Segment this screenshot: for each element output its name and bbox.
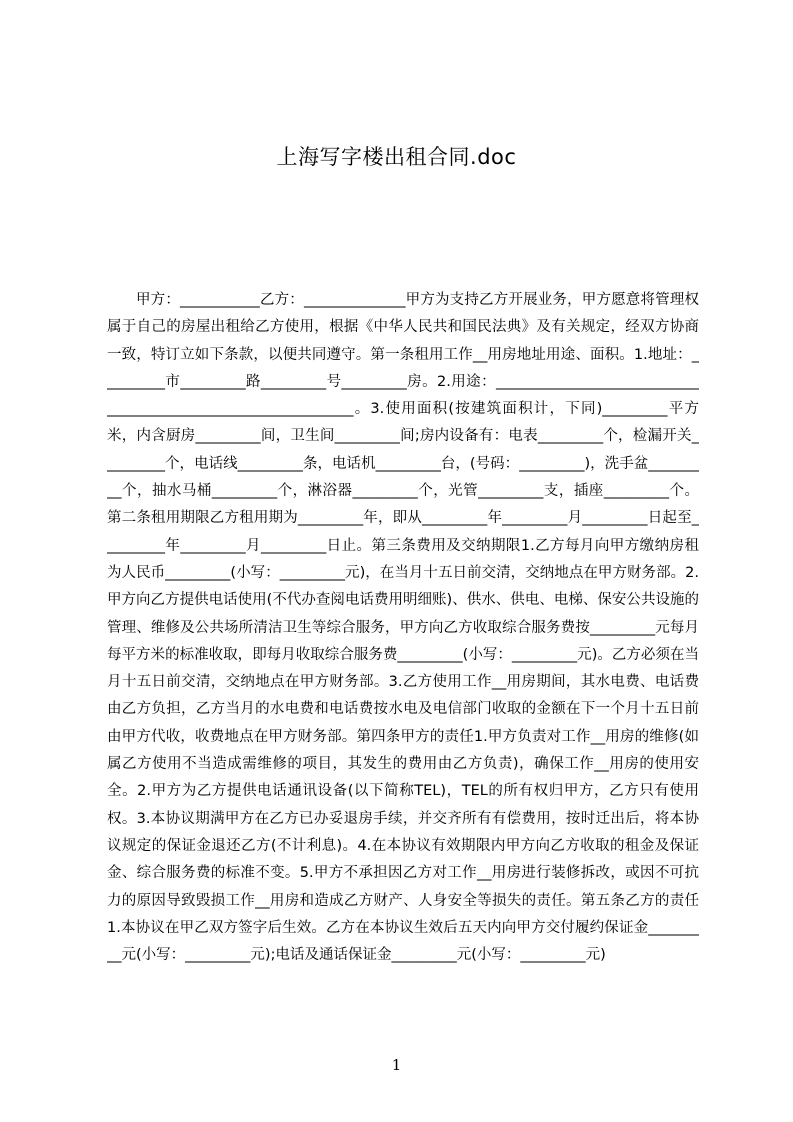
page-title: 上海写字楼出租合同.doc (276, 145, 517, 169)
contract-body-text: 甲方：___________乙方：______________甲方为支持乙方开展业务，甲方愿意将管理权属于自己的房屋出租给乙方使用，根据《中华人民共和国民法典》及有关规定，经双方协商一致，特订立如下条款，以便共同遵守。第一条租用工作__用房地址用途、面积。1.地址：_________市_________路_________号_________房。2.用途：______________________________________________________________。3.使用面积(按建筑面积计，下同)_________平方米，内含厨房_________间，卫生间_________间;房内设备有：电表_________个，检漏开关_________个，电话线_________条，电话机_________台，(号码：_________)，洗手盆_________个，抽水马桶_________个，淋浴器_________个，光管_________支，插座_________个。第二条租用期限乙方租用期为_________年，即从_________年_________月_________日起至_________年_________月_________日止。第三条费用及交纳期限1.乙方每月向甲方缴纳房租为人民币_________(小写：_________元)，在当月十五日前交清，交纳地点在甲方财务部。2.甲方向乙方提供电话使用(不代办查阅电话费用明细账)、供水、供电、电梯、保安公共设施的管理、维修及公共场所清洁卫生等综合服务，甲方向乙方收取综合服务费按_________元每月每平方米的标准收取，即每月收取综合服务费_________(小写：_________元)。乙方必须在当月十五日前交清，交纳地点在甲方财务部。3.乙方使用工作__用房期间，其水电费、电话费由乙方负担，乙方当月的水电费和电话费按水电及电信部门收取的金额在下一个月十五日前由甲方代收，收费地点在甲方财务部。第四条甲方的责任1.甲方负责对工作__用房的维修(如属乙方使用不当造成需维修的项目，其发生的费用由乙方负责)，确保工作__用房的使用安全。2.甲方为乙方提供电话通讯设备(以下简称TEL)，TEL的所有权归甲方，乙方只有使用权。3.本协议期满甲方在乙方已办妥退房手续，并交齐所有有偿费用，按时迁出后，将本协议规定的保证金退还乙方(不计利息)。4.在本协议有效期限内甲方向乙方收取的租金及保证金、综合服务费的标准不变。5.甲方不承担因乙方对工作__用房进行装修拆改，或因不可抗力的原因导致毁损工作__用房和造成乙方财产、人身安全等损失的责任。第五条乙方的责任1.本协议在甲乙双方签字后生效。乙方在本协议生效后五天内向甲方交付履约保证金_________元(小写：_________元);电话及通话保证金_________元(小写：_________元) (107, 292, 699, 964)
page-number: 1 (391, 1056, 402, 1074)
